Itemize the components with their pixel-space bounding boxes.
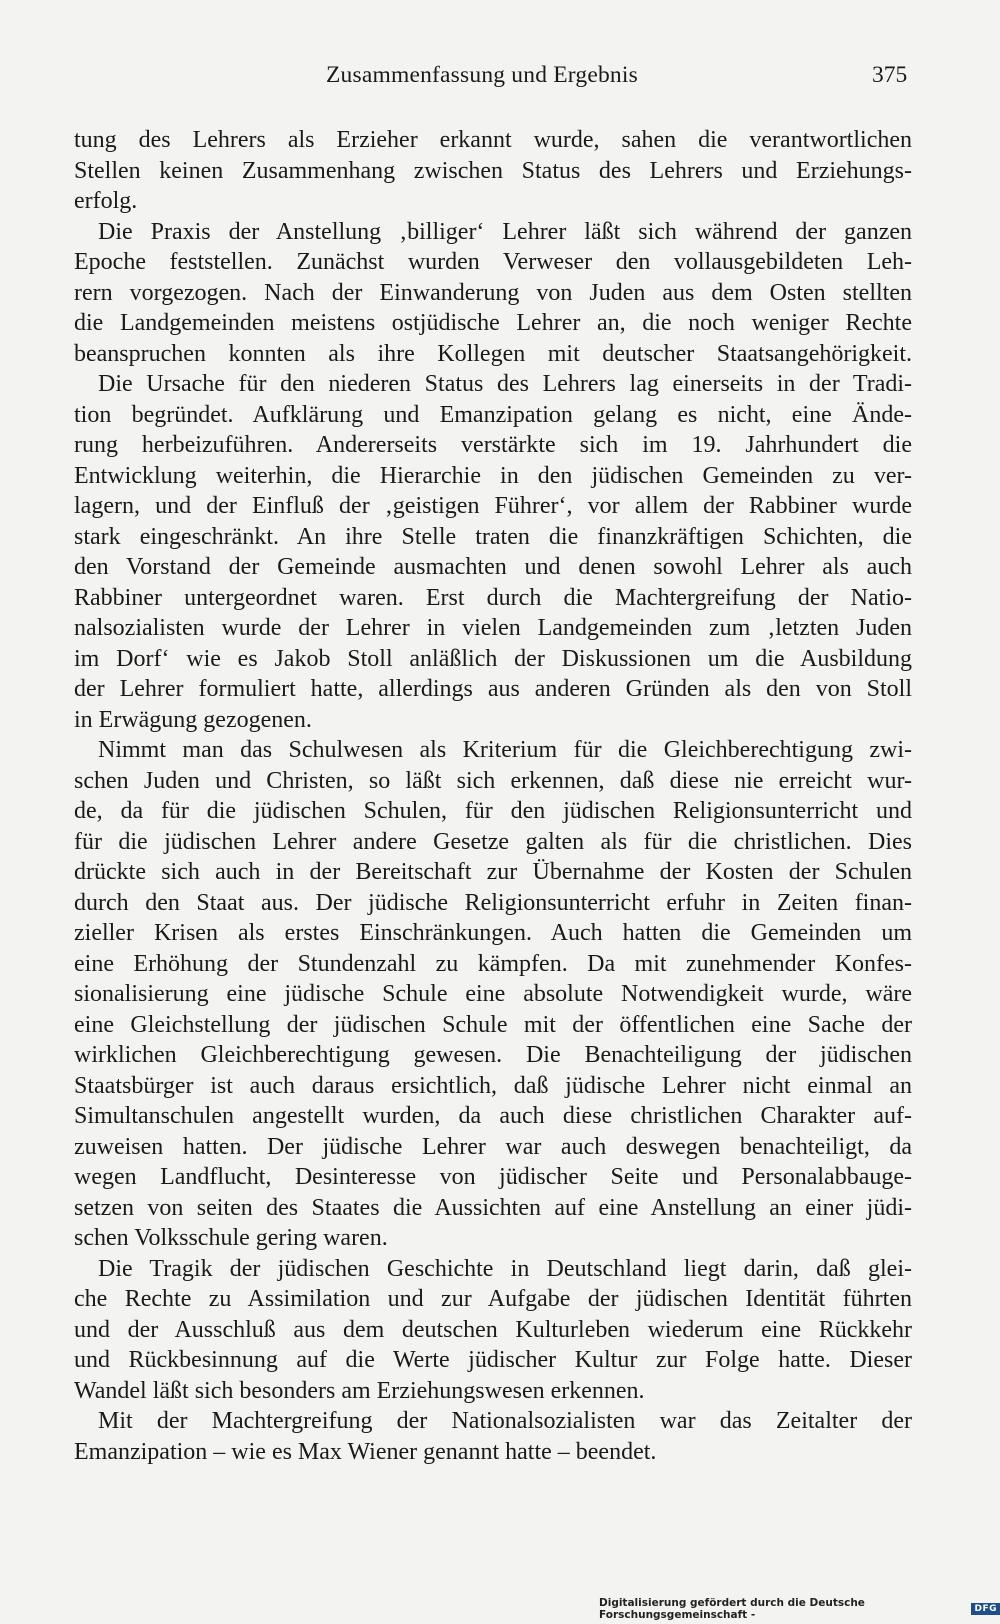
text-line: Die Tragik der jüdischen Geschichte in Deutschland liegt darin, daß glei- [98, 1255, 912, 1282]
body-text [74, 125, 912, 1467]
text-line: drückte sich auch in der Bereitschaft zur Übernahme der Kosten der Schulen [74, 859, 912, 885]
text-line: in Erwägung gezogenen. [74, 706, 312, 733]
page-number: 375 [872, 62, 908, 88]
text-line: setzen von seiten des Staates die Aussichten auf eine Anstellung an einer jüdi- [74, 1194, 912, 1221]
text-line: Simultanschulen angestellt wurden, da auch diese christlichen Charakter auf- [74, 1103, 912, 1129]
text-line: Die Ursache für den niederen Status des Lehrers lag einerseits in der Tradi- [98, 371, 912, 397]
text-line: che Rechte zu Assimilation und zur Aufgabe der jüdischen Identität führten [74, 1286, 912, 1312]
text-line: eine Gleichstellung der jüdischen Schule mit der öffentlichen eine Sache der [74, 1011, 912, 1038]
text-line: zieller Krisen als erstes Einschränkungen. Auch hatten die Gemeinden um [74, 920, 912, 946]
text-line: schen Juden und Christen, so läßt sich erkennen, daß diese nie erreicht wur- [74, 767, 912, 794]
text-line: Nimmt man das Schulwesen als Kriterium für die Gleichberechtigung zwi- [98, 737, 912, 763]
text-line: rern vorgezogen. Nach der Einwanderung von Juden aus dem Osten stellten [74, 279, 912, 306]
text-line: zuweisen hatten. Der jüdische Lehrer war auch deswegen benachteiligt, da [74, 1133, 912, 1160]
text-line: eine Erhöhung der Stundenzahl zu kämpfen. Da mit zunehmender Konfes- [74, 950, 912, 977]
text-line: schen Volksschule gering waren. [74, 1225, 388, 1251]
text-line: wirklichen Gleichberechtigung gewesen. Die Benachteiligung der jüdischen [74, 1042, 912, 1068]
text-line: rung herbeizuführen. Andererseits verstärkte sich im 19. Jahrhundert die [74, 432, 912, 458]
digitization-credit [599, 1597, 1000, 1621]
text-line: den Vorstand der Gemeinde ausmachten und denen sowohl Lehrer als auch [74, 554, 912, 580]
text-line: de, da für die jüdischen Schulen, für den jüdischen Religionsunterricht und [74, 798, 912, 824]
text-line: durch den Staat aus. Der jüdische Religionsunterricht erfuhr in Zeiten finan- [74, 889, 912, 916]
text-line: tion begründet. Aufklärung und Emanzipation gelang es nicht, eine Ände- [74, 401, 912, 428]
page-header [0, 62, 1000, 98]
credit-text: Digitalisierung gefördert durch die Deutsche Forschungsgemeinschaft - [599, 1597, 865, 1621]
text-line: Rabbiner untergeordnet waren. Erst durch die Machtergreifung der Natio- [74, 584, 912, 611]
text-line: lagern, und der Einfluß der ‚geistigen Führer‘, vor allem der Rabbiner wurde [74, 493, 912, 519]
text-line: Entwicklung weiterhin, die Hierarchie in den jüdischen Gemeinden zu ver- [74, 462, 912, 489]
dfg-logo-icon: DFG [971, 1603, 1000, 1615]
text-line: die Landgemeinden meistens ostjüdische Lehrer an, die noch weniger Rechte [74, 310, 912, 336]
text-line: für die jüdischen Lehrer andere Gesetze galten als für die christlichen. Dies [74, 828, 912, 855]
text-line: Stellen keinen Zusammenhang zwischen Status des Lehrers und Erziehungs- [74, 157, 912, 184]
text-line: Mit der Machtergreifung der Nationalsozialisten war das Zeitalter der [98, 1408, 912, 1434]
text-line: Epoche feststellen. Zunächst wurden Verweser den vollausgebildeten Leh- [74, 249, 912, 275]
text-line: im Dorf‘ wie es Jakob Stoll anläßlich der Diskussionen um die Ausbildung [74, 645, 912, 672]
text-line: stark eingeschränkt. An ihre Stelle traten die finanzkräftigen Schichten, die [74, 523, 912, 550]
text-line: tung des Lehrers als Erzieher erkannt wurde, sahen die verantwortlichen [74, 127, 912, 153]
text-line: Wandel läßt sich besonders am Erziehungswesen erkennen. [74, 1377, 645, 1404]
text-line: wegen Landflucht, Desinteresse von jüdischer Seite und Personalabbauge- [74, 1164, 912, 1190]
text-line: Staatsbürger ist auch daraus ersichtlich, daß jüdische Lehrer nicht einmal an [74, 1072, 912, 1099]
text-line: nalsozialisten wurde der Lehrer in vielen Landgemeinden zum ‚letzten Juden [74, 615, 912, 641]
text-line: und Rückbesinnung auf die Werte jüdischer Kultur zur Folge hatte. Dieser [74, 1347, 912, 1373]
text-line: Die Praxis der Anstellung ‚billiger‘ Lehrer läßt sich während der ganzen [98, 218, 912, 245]
text-line: sionalisierung eine jüdische Schule eine absolute Notwendigkeit wurde, wäre [74, 981, 912, 1007]
text-line: Emanzipation – wie es Max Wiener genannt hatte – beendet. [74, 1438, 657, 1465]
text-line: und der Ausschluß aus dem deutschen Kulturleben wiederum eine Rückkehr [74, 1316, 912, 1343]
text-line: beanspruchen konnten als ihre Kollegen mit deutscher Staatsangehörigkeit. [74, 340, 912, 367]
text-line: erfolg. [74, 188, 138, 214]
text-line: der Lehrer formuliert hatte, allerdings aus anderen Gründen als den von Stoll [74, 676, 912, 702]
running-title: Zusammenfassung und Ergebnis [326, 62, 638, 88]
